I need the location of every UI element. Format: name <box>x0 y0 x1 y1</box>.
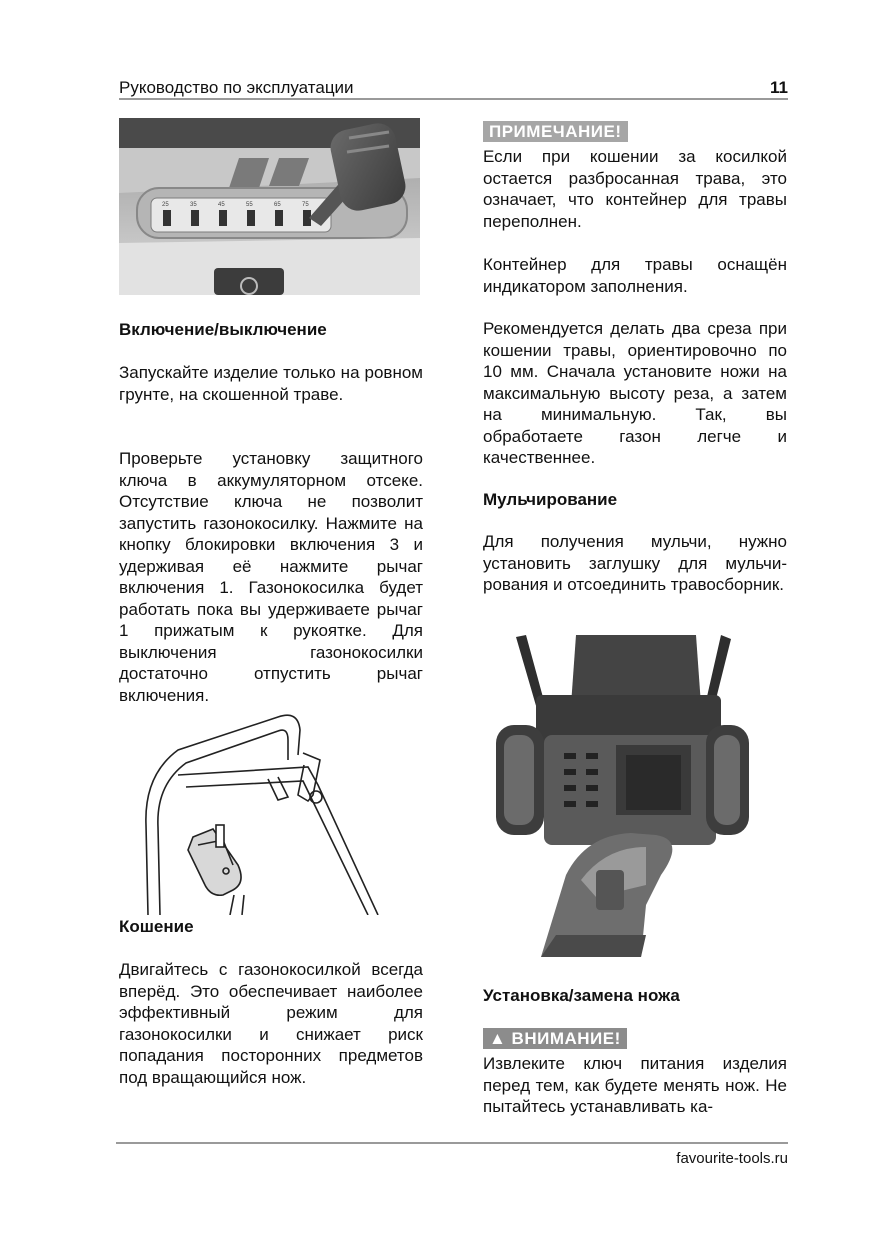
footer-url: favourite-tools.ru <box>676 1150 788 1167</box>
note-paragraph-1: Если при кошении за косилкой остается разбросанная трава, это означает, что контейнер для травы переполнен. <box>483 147 787 231</box>
height-scale-label: 35 <box>190 202 197 208</box>
mowing-paragraph: Двигайтесь с газонокосилкой всегда вперёд. Это обеспечивает наиболее эффективный режим для газонокосилки и снижает риск попадания посторонних предметов под вращающийся нож. <box>119 960 423 1087</box>
note-text-2 <box>483 254 787 297</box>
header-title: Руководство по эксплуатации <box>119 78 354 97</box>
note-paragraph-2: Контейнер для травы оснащён индикатором заполнения. <box>483 255 787 296</box>
note-badge: ПРИМЕЧАНИЕ! <box>483 121 628 142</box>
mowing-text <box>119 959 423 1088</box>
warning-text <box>483 1053 787 1118</box>
note-text-3 <box>483 318 787 469</box>
blade-section <box>483 985 787 1007</box>
mulching-plug-photo <box>496 635 749 957</box>
onoff-section <box>119 319 423 341</box>
mowing-heading: Кошение <box>119 917 194 936</box>
warning-paragraph: Извлеките ключ питания изделия перед тем, как будете менять нож. Не пытайтесь устанавливать ка- <box>483 1054 787 1116</box>
header-rule <box>119 98 788 100</box>
onoff-heading: Включение/выключение <box>119 320 327 339</box>
warning-badge: ▲ ВНИМАНИЕ! <box>483 1028 627 1049</box>
height-scale-label: 75 <box>302 202 309 208</box>
onoff-paragraph-2: Проверьте установку защитного ключа в аккумуляторном отсеке. Отсутствие ключа не позволит запустить газонокосилку. Нажмите на кнопку блокировки включения 3 и удерживая её нажмите рычаг включения 1. Газонокосилка будет работать пока вы удерживаете рычаг 1 прижатым к рукоятке. Для выключения газонокосилки достаточно отпустить рычаг включения. <box>119 449 423 705</box>
onoff-text-1 <box>119 362 423 405</box>
mulch-text <box>483 531 787 596</box>
handle-drawing <box>138 705 420 915</box>
onoff-paragraph-1: Запускайте изделие только на ровном грунте, на скошенной траве. <box>119 363 423 404</box>
page-header <box>119 74 788 98</box>
blade-heading: Установка/замена ножа <box>483 986 680 1005</box>
height-adjust-photo <box>119 118 420 295</box>
onoff-text-2 <box>119 448 423 706</box>
note-text-1 <box>483 146 787 232</box>
height-scale-label: 25 <box>162 202 169 208</box>
footer-rule <box>116 1142 788 1144</box>
mowing-section <box>119 916 423 938</box>
mulch-section <box>483 489 787 511</box>
height-scale-label: 55 <box>246 202 253 208</box>
mulch-heading: Мульчирование <box>483 490 618 509</box>
height-scale-label: 45 <box>218 202 225 208</box>
mulch-paragraph: Для получения мульчи, нужно установить заглушку для мульчирования и отсоединить травосборник. <box>483 532 787 594</box>
note-paragraph-3: Рекомендуется делать два среза при кошении травы, ориентировочно по 10 мм. Сначала установите ножи на максимальную высоту реза, а затем на минимальную. Так, вы обработаете газон легче и качественнее. <box>483 319 787 467</box>
page-number: 11 <box>770 78 788 97</box>
height-scale-label: 65 <box>274 202 281 208</box>
